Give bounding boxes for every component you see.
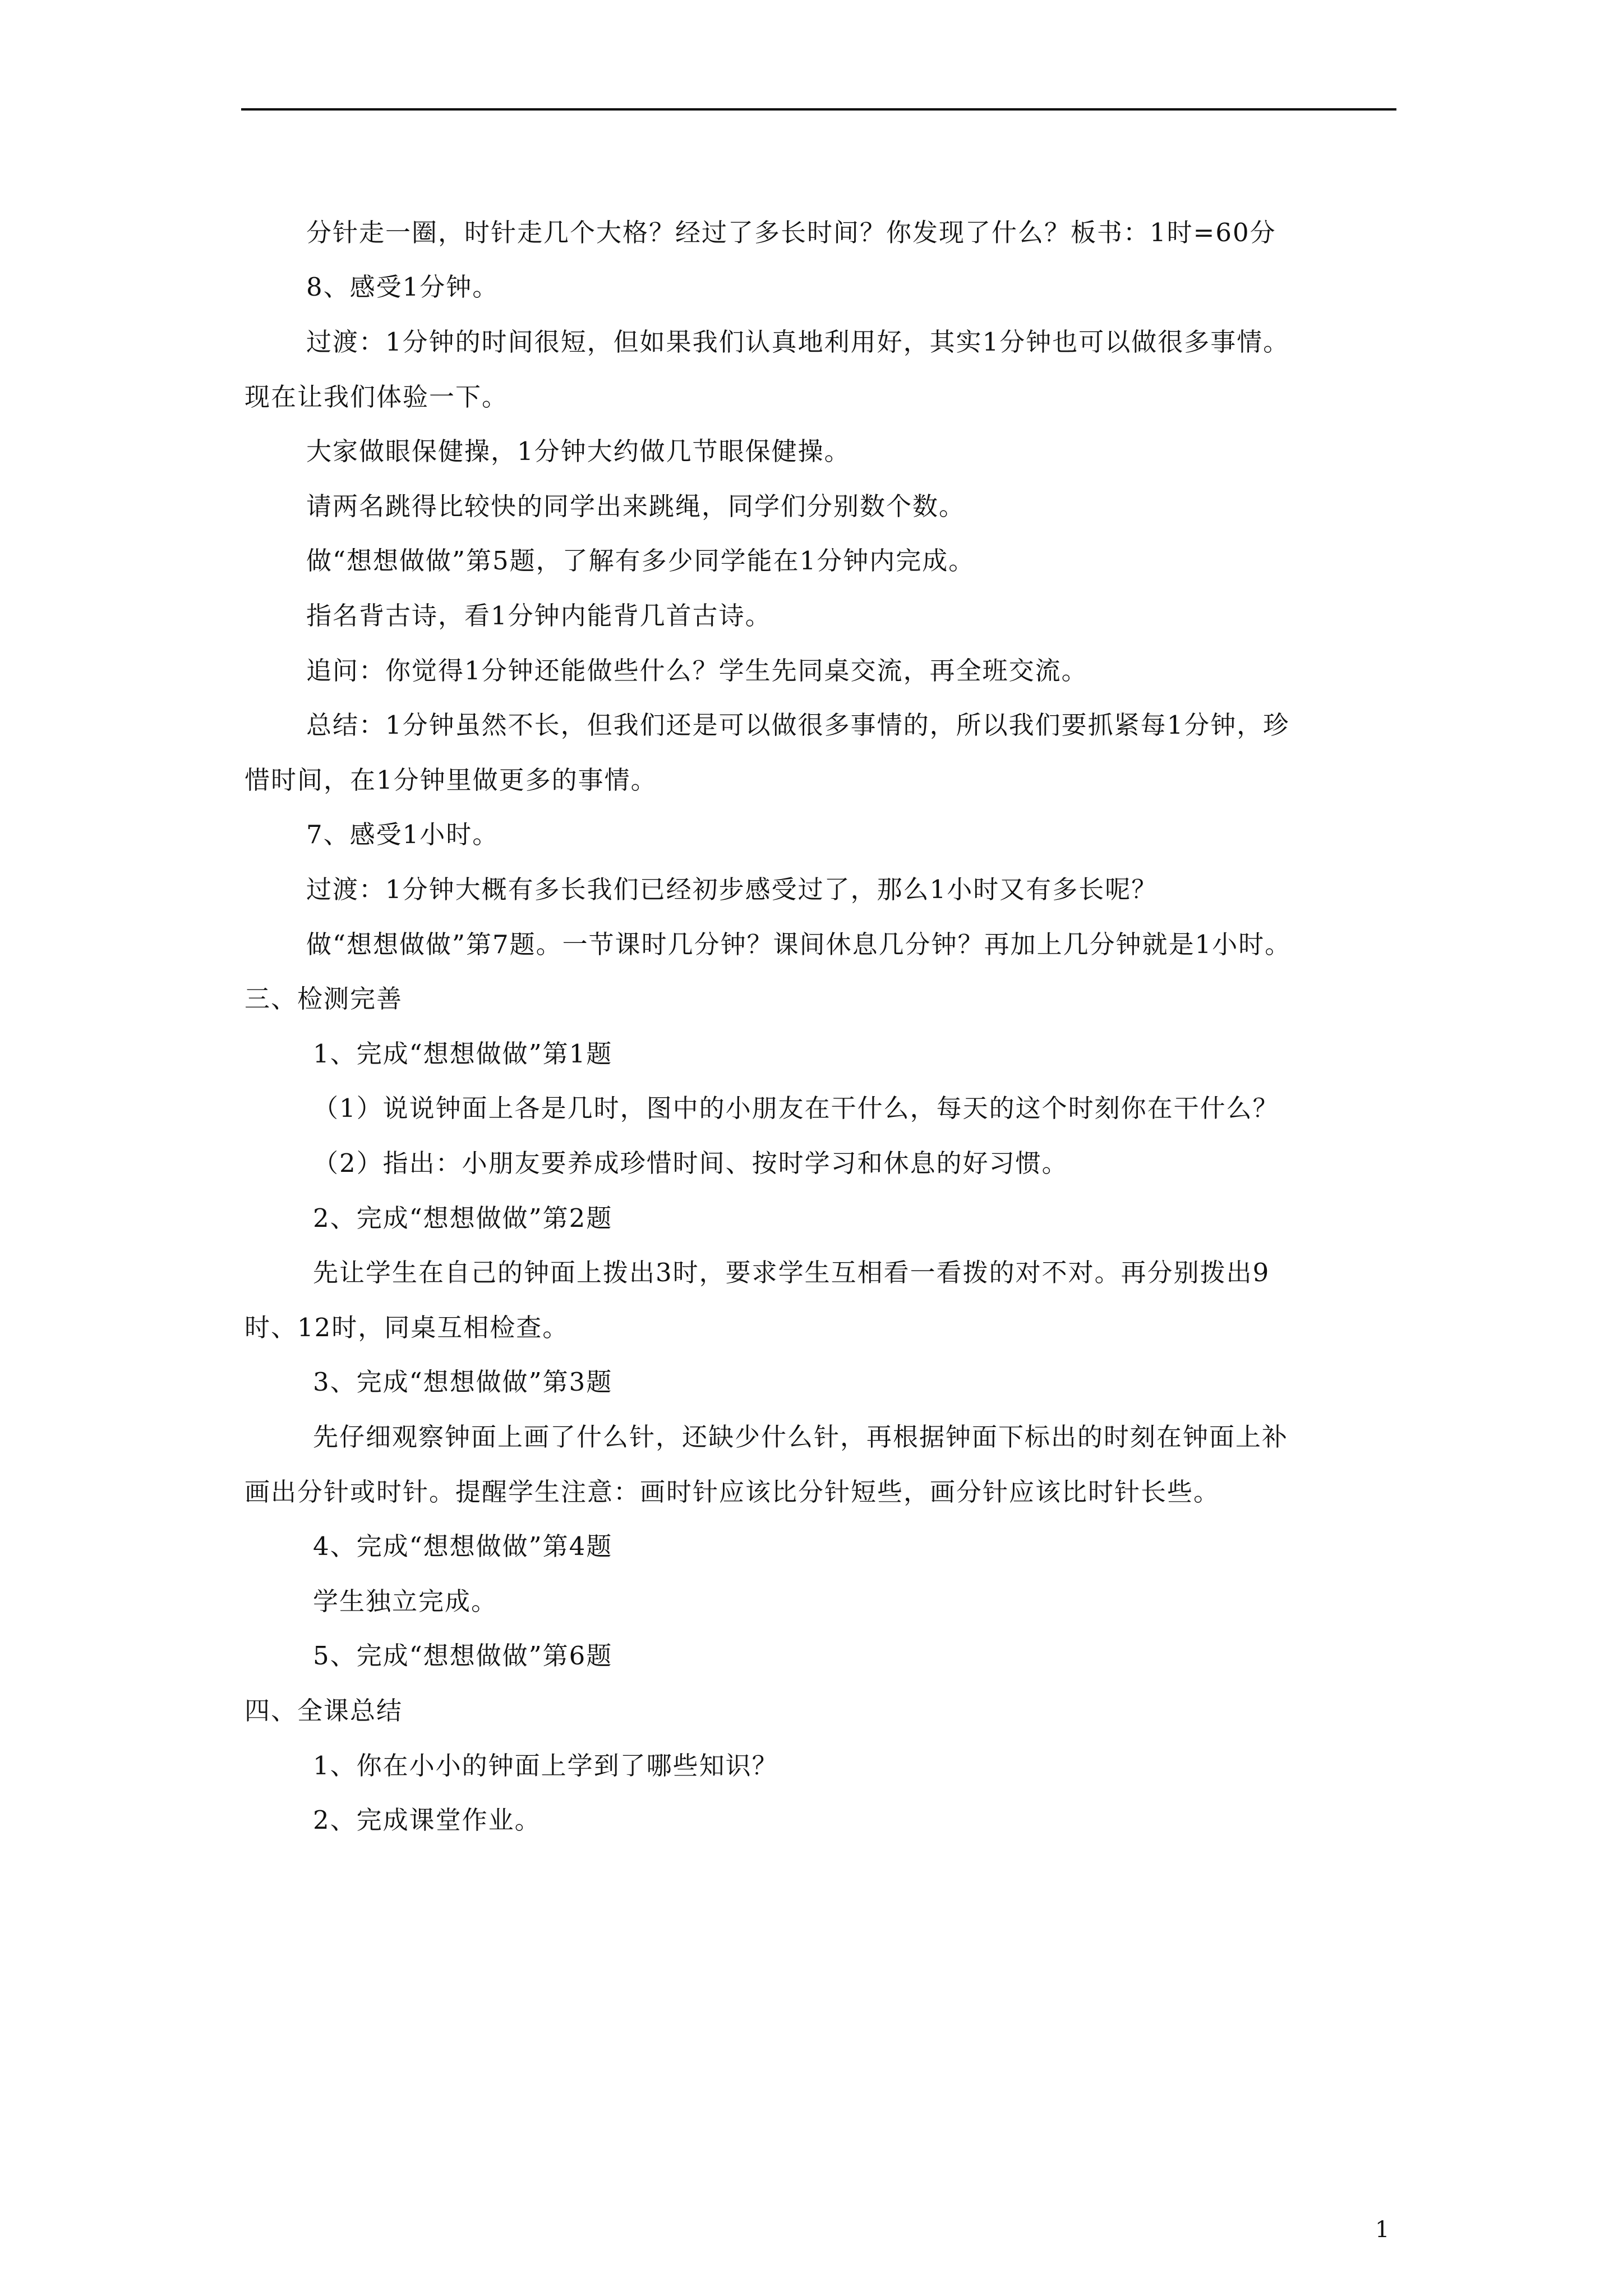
section-heading: 1、完成“想想做做”第1题	[313, 1039, 613, 1069]
page-number: 1	[1375, 2217, 1390, 2243]
paragraph-line: 2、完成课堂作业。	[313, 1805, 541, 1835]
paragraph-line: 过渡：1分钟大概有多长我们已经初步感受过了，那么1小时又有多长呢？	[306, 875, 1158, 904]
paragraph-line: 先仔细观察钟面上画了什么针，还缺少什么针，再根据钟面下标出的时刻在钟面上补	[313, 1422, 1289, 1452]
paragraph-line: 请两名跳得比较快的同学出来跳绳，同学们分别数个数。	[306, 491, 966, 521]
paragraph-line: 做“想想做做”第7题。一节课时几分钟？课间休息几分钟？再加上几分钟就是1小时。	[306, 930, 1292, 959]
section-heading: 4、完成“想想做做”第4题	[313, 1531, 613, 1561]
section-heading: 7、感受1小时。	[306, 820, 499, 849]
paragraph-line: 追问：你觉得1分钟还能做些什么？学生先同桌交流，再全班交流。	[306, 656, 1088, 685]
paragraph-line: 分针走一圈，时针走几个大格？经过了多长时间？你发现了什么？板书：1时=60分	[306, 218, 1276, 247]
paragraph-line: 画出分针或时针。提醒学生注意：画时针应该比分针短些，画分针应该比时针长些。	[245, 1477, 1220, 1507]
paragraph-line: 指名背古诗，看1分钟内能背几首古诗。	[306, 601, 772, 631]
paragraph-line: 总结：1分钟虽然不长，但我们还是可以做很多事情的，所以我们要抓紧每1分钟，珍	[306, 710, 1290, 740]
paragraph-line: 学生独立完成。	[313, 1586, 498, 1616]
section-heading: 5、完成“想想做做”第6题	[313, 1641, 613, 1671]
paragraph-line: 做“想想做做”第5题，了解有多少同学能在1分钟内完成。	[306, 546, 975, 576]
header-rule	[241, 108, 1396, 111]
section-heading: 8、感受1分钟。	[306, 272, 499, 302]
paragraph-line: 惜时间，在1分钟里做更多的事情。	[245, 765, 657, 795]
paragraph-line: 时、12时，同桌互相检查。	[245, 1313, 569, 1342]
section-heading: 3、完成“想想做做”第3题	[313, 1367, 613, 1397]
paragraph-line: 现在让我们体验一下。	[245, 382, 509, 412]
section-heading: 四、全课总结	[245, 1696, 403, 1726]
section-heading: 2、完成“想想做做”第2题	[313, 1203, 613, 1233]
paragraph-line: 先让学生在自己的钟面上拨出3时，要求学生互相看一看拨的对不对。再分别拨出9	[313, 1258, 1270, 1287]
paragraph-line: 过渡：1分钟的时间很短，但如果我们认真地利用好，其实1分钟也可以做很多事情。	[306, 327, 1290, 357]
paragraph-line: （2）指出：小朋友要养成珍惜时间、按时学习和休息的好习惯。	[313, 1148, 1068, 1178]
paragraph-line: 1、你在小小的钟面上学到了哪些知识？	[313, 1751, 778, 1780]
paragraph-line: 大家做眼保健操，1分钟大约做几节眼保健操。	[306, 436, 851, 466]
section-heading: 三、检测完善	[245, 984, 403, 1014]
paragraph-line: （1）说说钟面上各是几时，图中的小朋友在干什么，每天的这个时刻你在干什么？	[313, 1093, 1279, 1123]
